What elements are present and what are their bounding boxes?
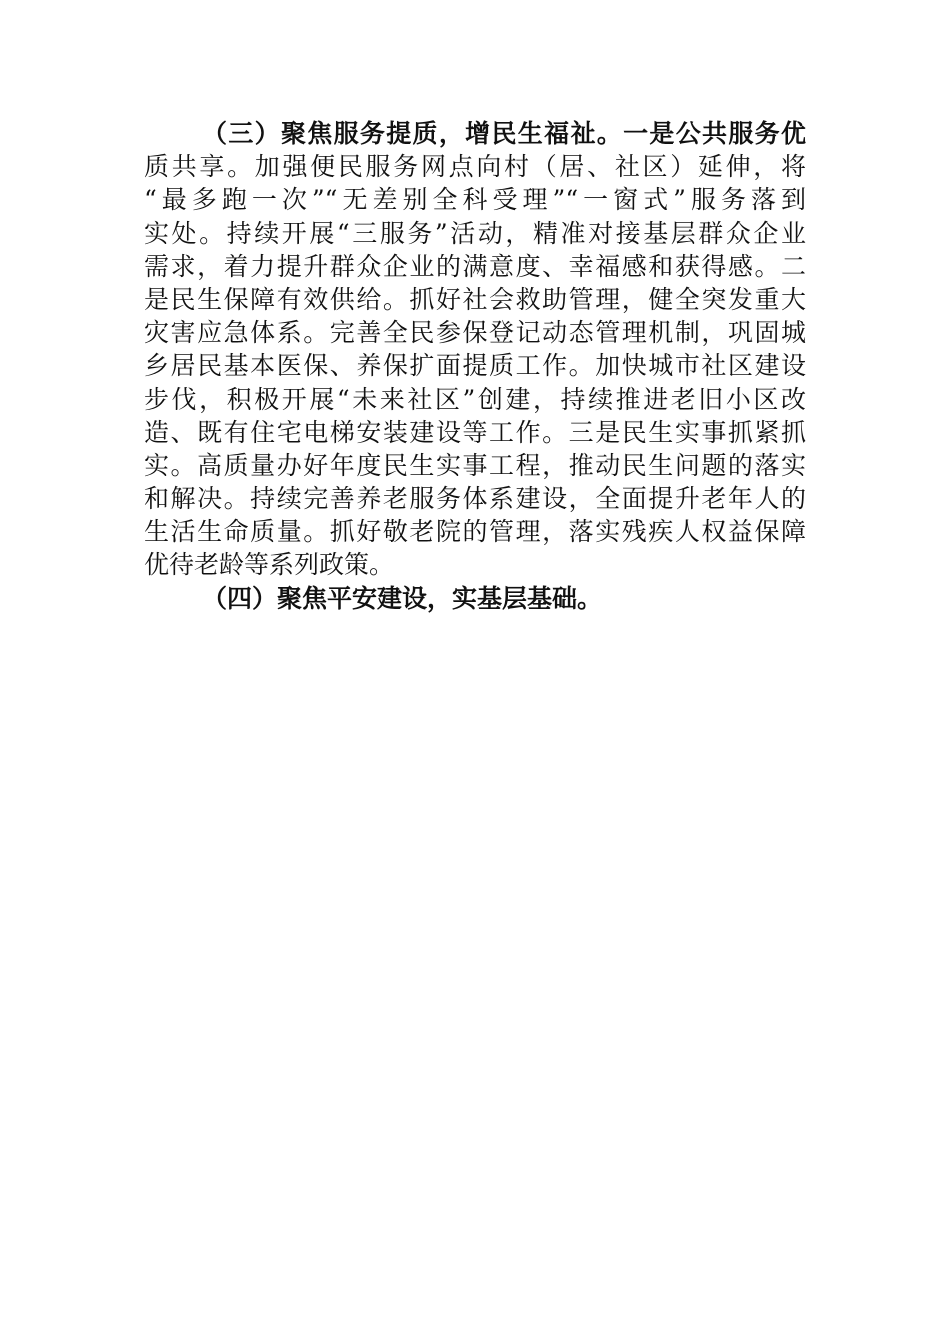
- section-heading: （四）聚焦平安建设，实基层基础。: [202, 583, 603, 613]
- paragraph-line: （三）聚焦服务提质，增民生福祉。一是公共服务优: [202, 119, 806, 148]
- paragraph-line: 是民生保障有效供给。抓好社会救助管理，健全突发重大: [144, 284, 806, 314]
- paragraph-line: 造、既有住宅电梯安装建设等工作。三是民生实事抓紧抓: [144, 417, 806, 447]
- paragraph-line: 实。高质量办好年度民生实事工程，推动民生问题的落实: [144, 450, 806, 480]
- paragraph-line: 优待老龄等系列政策。: [144, 550, 395, 580]
- paragraph-line: 生活生命质量。抓好敬老院的管理，落实残疾人权益保障: [144, 517, 806, 547]
- paragraph-section-4: [144, 582, 806, 615]
- paragraph-line: 质共享。加强便民服务网点向村（居、社区）延伸，将: [144, 152, 806, 182]
- paragraph-line: 需求，着力提升群众企业的满意度、幸福感和获得感。二: [144, 251, 806, 281]
- paragraph-line: 步伐，积极开展“未来社区”创建，持续推进老旧小区改: [144, 384, 806, 414]
- paragraph-section-3: [144, 117, 806, 582]
- paragraph-line: “最多跑一次”“无差别全科受理”“一窗式”服务落到: [144, 185, 806, 215]
- paragraph-line: 乡居民基本医保、养保扩面提质工作。加快城市社区建设: [144, 351, 806, 381]
- paragraph-line: 和解决。持续完善养老服务体系建设，全面提升老年人的: [144, 484, 806, 514]
- paragraph-line: 灾害应急体系。完善全民参保登记动态管理机制，巩固城: [144, 318, 806, 348]
- document-body: [144, 117, 806, 615]
- paragraph-line: 实处。持续开展“三服务”活动，精准对接基层群众企业: [144, 218, 806, 248]
